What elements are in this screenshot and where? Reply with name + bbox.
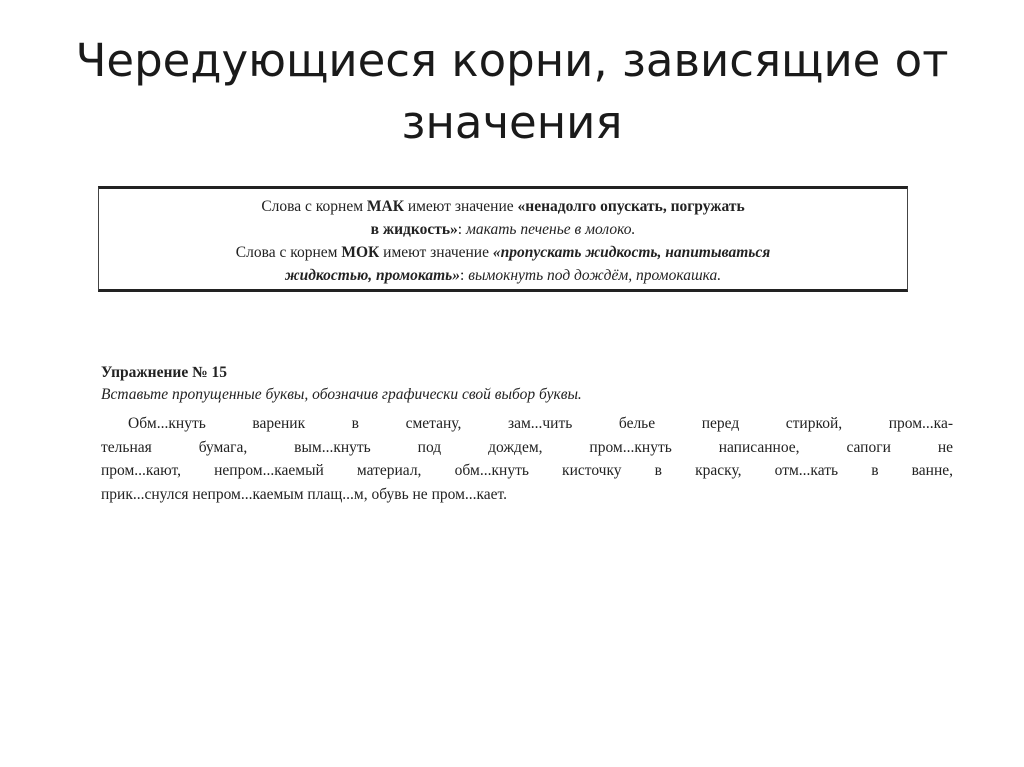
- slide-title: [0, 30, 1024, 154]
- exercise: [101, 362, 953, 506]
- rule-text: имеют значение: [403, 198, 518, 215]
- exercise-task: Вставьте пропущенные буквы, обозначив графически свой выбор буквы.: [101, 386, 582, 403]
- rule-text: Слова с корнем: [261, 198, 367, 215]
- exercise-line: Обм...кнуть вареник в сметану, зам...чить белье перед стиркой, пром...ка-: [128, 415, 953, 432]
- rule-line-4: [99, 264, 907, 287]
- slide-title-line-2: значения: [401, 96, 623, 149]
- colon: :: [457, 221, 466, 238]
- rule-text: Слова с корнем: [235, 244, 342, 261]
- meaning-mak-cont: в жидкость»: [370, 221, 458, 238]
- example-mak: макать печенье в молоко.: [465, 221, 636, 238]
- rule-line-3: [99, 241, 907, 264]
- exercise-title: Упражнение № 15: [101, 364, 228, 381]
- slide-title-line-1: Чередующиеся корни, зависящие от: [75, 34, 949, 87]
- meaning-mok: «пропускать жидкость, напитываться: [492, 244, 771, 261]
- rule-line-1: [99, 195, 907, 218]
- rule-box: [98, 186, 908, 292]
- colon: :: [460, 267, 469, 284]
- root-mok: МОК: [341, 244, 380, 261]
- exercise-line: тельная бумага, вым...кнуть под дождем, пром...кнуть написанное, сапоги не: [101, 438, 953, 456]
- exercise-line: пром...кают, непром...каемый материал, обм...кнуть кисточку в краску, отм...кать в ванне,: [101, 462, 953, 479]
- root-mak: МАК: [366, 198, 404, 215]
- meaning-mok-cont: жидкостью, промокать»: [284, 267, 461, 284]
- exercise-line: прик...снулся непром...каемым плащ...м, обувь не пром...кает.: [101, 485, 508, 503]
- rule-text: имеют значение: [379, 244, 493, 261]
- example-mok: вымокнуть под дождём, промокашка.: [468, 267, 722, 284]
- meaning-mak: «ненадолго опускать, погружать: [517, 198, 745, 215]
- rule-line-2: [99, 218, 907, 241]
